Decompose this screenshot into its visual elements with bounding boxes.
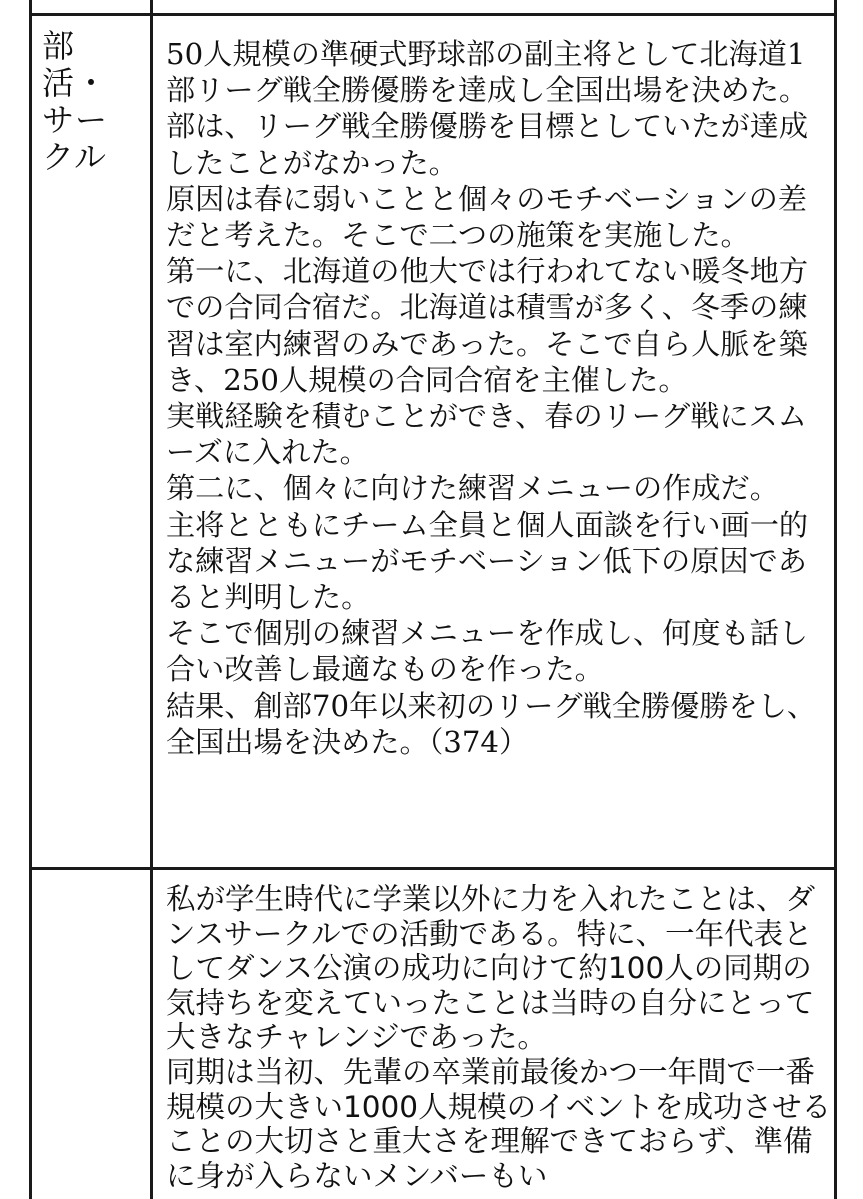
table-row-divider [29,867,837,870]
row-content-dance-circle [166,882,834,1193]
table-border-right [834,0,837,1199]
paragraph: 第一に、北海道の他大では行われてない暖冬地方での合同合宿だ。北海道は積雪が多く、冬季の練習は室内練習のみであった。そこで自ら人脈を築き、250人規模の合同合宿を主催した。 [166,254,809,397]
table-border-left [29,0,32,1199]
paragraph: 実戦経験を積むことができ、春のリーグ戦にスムーズに入れた。 [166,399,807,470]
paragraph: 主将とともにチーム全員と個人面談を行い画一的な練習メニューがモチベーション低下の原因であると判明した。 [166,507,809,615]
row-label-club-activities: 部 活・ サー クル [42,27,109,176]
row-content-club-activities [166,36,834,760]
paragraph: 部は、リーグ戦全勝優勝を目標としていたが達成したことがなかった。 [166,109,809,180]
paragraph: 同期は当初、先輩の卒業前最後かつ一年間で一番規模の大きい1000人規模のイベントを成功させることの大切さと重大さを理解できておらず、準備に身が入らないメンバーもい [166,1054,832,1193]
table-row-divider-top [29,13,837,16]
paragraph: そこで個別の練習メニューを作成し、何度も話し合い改善し最適なものを作った。 [166,616,809,687]
paragraph: 50人規模の準硬式野球部の副主将として北海道1部リーグ戦全勝優勝を達成し全国出場を決めた。 [166,37,809,108]
paragraph: 原因は春に弱いことと個々のモチベーションの差だと考えた。そこで二つの施策を実施した。 [166,181,807,253]
paragraph: 結果、創部70年以来初のリーグ戦全勝優勝をし、全国出場を決めた。（374） [166,688,817,759]
table-column-divider [150,0,153,1199]
paragraph: 第二に、個々に向けた練習メニューの作成だ。 [166,471,779,506]
paragraph: 私が学生時代に学業以外に力を入れたことは、ダンスサークルでの活動である。特に、一年代表としてダンス公演の成功に向けて約100人の同期の気持ちを変えていったことは当時の自分にとって大きなチャレンジであった。 [166,882,816,1055]
